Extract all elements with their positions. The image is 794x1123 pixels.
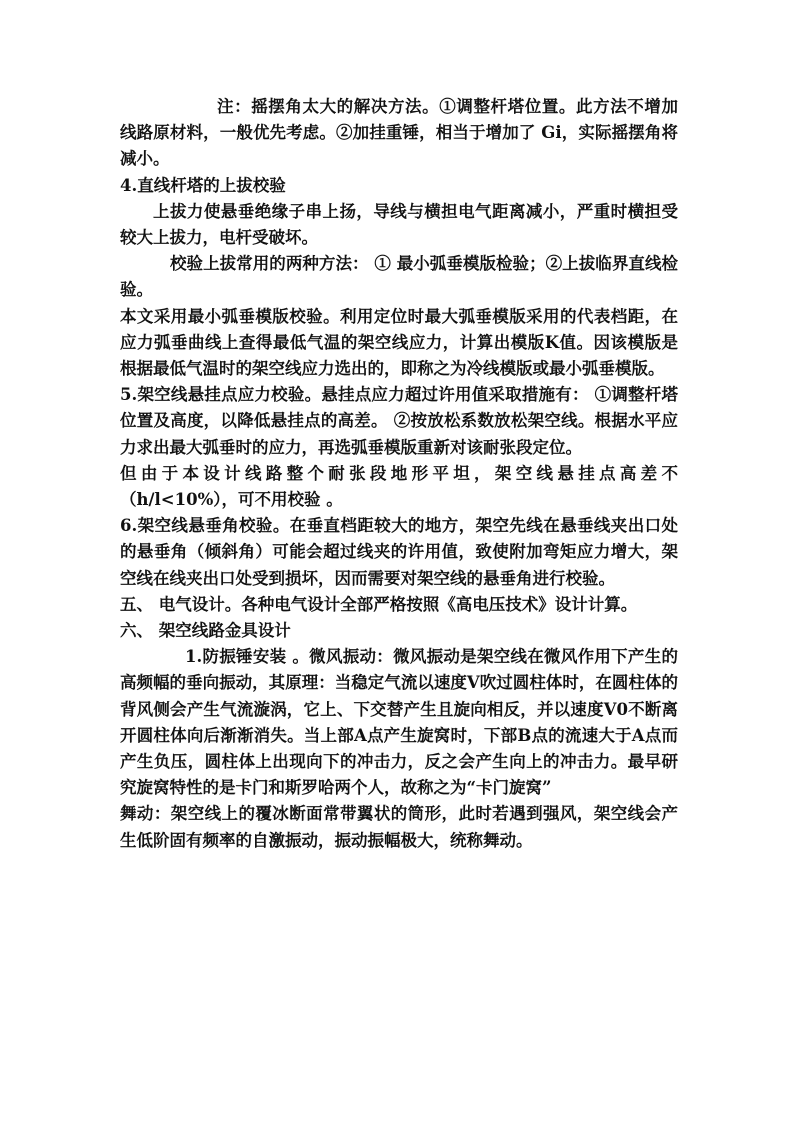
section-heading-4: 4.直线杆塔的上拔校验 xyxy=(120,175,286,195)
uplift-description-paragraph: 上拔力使悬垂绝缘子串上扬，导线与横担电气距离减小，严重时横担受较大上拔力，电杆受破坏。 xyxy=(120,201,678,248)
document-body xyxy=(120,94,678,854)
section-5-paragraph: 5.架空线悬挂点应力校验。悬挂点应力超过许用值采取措施有： ①调整杆塔位置及高度，以降低悬挂点的高差。 ②按放松系数放松架空线。根据水平应力求出最大弧垂时的应力，再选弧垂模版重新对该耐张段定位。 xyxy=(120,385,678,457)
section-6-paragraph: 6.架空线悬垂角校验。在垂直档距较大的地方，架空先线在悬垂线夹出口处的悬垂角（倾斜角）可能会超过线夹的许用值，致使附加弯矩应力增大，架空线在线夹出口处受到损坏，因而需要对架空线的悬垂角进行校验。 xyxy=(120,516,678,588)
electrical-design-paragraph: 五、 电气设计。各种电气设计全部严格按照《高电压技术》设计计算。 xyxy=(120,594,638,614)
note-paragraph: 注：摇摆角太大的解决方法。①调整杆塔位置。此方法不增加线路原材料，一般优先考虑。②加挂重锤，相当于增加了 Gi，实际摇摆角将减小。 xyxy=(120,97,678,169)
uplift-methods-paragraph: 校验上拔常用的两种方法： ① 最小弧垂模版检验；②上拔临界直线检验。 xyxy=(120,254,678,300)
no-check-needed-paragraph: 但由于本设计线路整个耐张段地形平坦，架空线悬挂点高差不（h/l<10%），可不用校验 。 xyxy=(120,463,678,510)
fittings-design-heading: 六、 架空线路金具设计 xyxy=(120,621,291,641)
galloping-paragraph: 舞动：架空线上的覆冰断面常带翼状的筒形，此时若遇到强风，架空线会产生低阶固有频率的自激振动，振动振幅极大，统称舞动。 xyxy=(120,804,678,850)
min-sag-template-paragraph: 本文采用最小弧垂模版校验。利用定位时最大弧垂模版采用的代表档距，在应力弧垂曲线上查得最低气温的架空线应力，计算出模版K值。因该模版是根据最低气温时的架空线应力选出的，即称之为冷线模版或最小弧垂模版。 xyxy=(120,306,678,379)
vibration-damper-paragraph: 1.防振锤安装 。微风振动：微风振动是架空线在微风作用下产生的高频幅的垂向振动，其原理：当稳定气流以速度V吹过圆柱体时，在圆柱体的背风侧会产生气流漩涡，它上、下交替产生且旋向相反，并以速度V0不断离开圆柱体向后渐渐消失。当上部A点产生旋窝时，下部B点的流速大于A点而产生负压，圆柱体上出现向下的冲击力，反之会产生向上的冲击力。最早研究旋窝特性的是卡门和斯罗哈两个人，故称之为“卡门旋窝” xyxy=(120,647,678,798)
